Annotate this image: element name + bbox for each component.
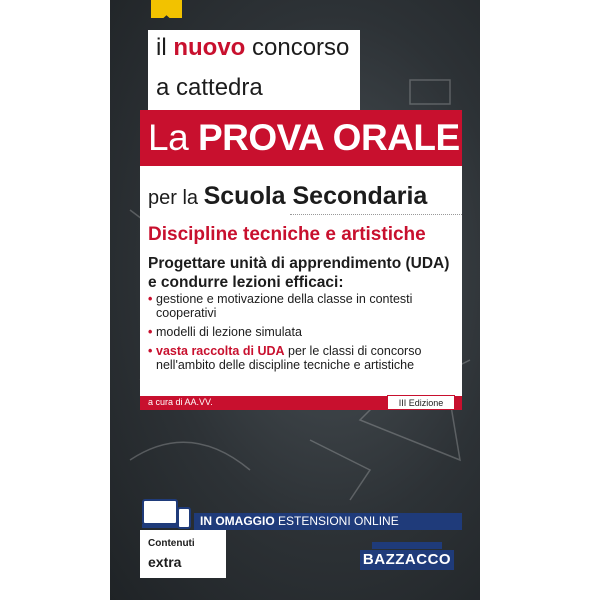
list-item: • vasta raccolta di UDA per le classi di concorso nell'ambito delle discipline tecniche e artistiche xyxy=(148,344,458,372)
bookmark-tab xyxy=(151,0,182,18)
extra-content-value: extra xyxy=(148,554,182,570)
series-highlight: nuovo xyxy=(173,34,246,61)
publisher-logo: BAZZACCO xyxy=(360,550,454,570)
online-extensions-bar: IN OMAGGIO ESTENSIONI ONLINE xyxy=(194,513,462,530)
discipline-heading: Discipline tecniche e artistiche xyxy=(148,224,426,245)
series-line-2: a cattedra xyxy=(156,74,263,101)
series-header xyxy=(148,30,360,114)
publisher-tag xyxy=(372,542,442,549)
extra-content-label: Contenuti xyxy=(148,538,195,549)
list-item: • modelli di lezione simulata xyxy=(148,325,458,339)
series-line-1: il nuovo concorso xyxy=(156,34,350,61)
devices-icon xyxy=(142,498,192,532)
editor-credit: a cura di AA.VV. xyxy=(148,397,213,407)
edition-badge: III Edizione xyxy=(387,395,455,410)
content-panel xyxy=(140,166,462,410)
feature-list xyxy=(148,292,458,377)
dotted-separator xyxy=(290,214,462,215)
book-title: La PROVA ORALE xyxy=(148,117,460,158)
title-band xyxy=(140,110,462,166)
extra-content-box xyxy=(140,530,226,578)
subtitle: per la Scuola Secondaria xyxy=(148,182,428,210)
lead-text: Progettare unità di apprendimento (UDA) e condurre lezioni efficaci: xyxy=(148,255,450,291)
list-item: • gestione e motivazione della classe in contesti cooperativi xyxy=(148,292,458,320)
